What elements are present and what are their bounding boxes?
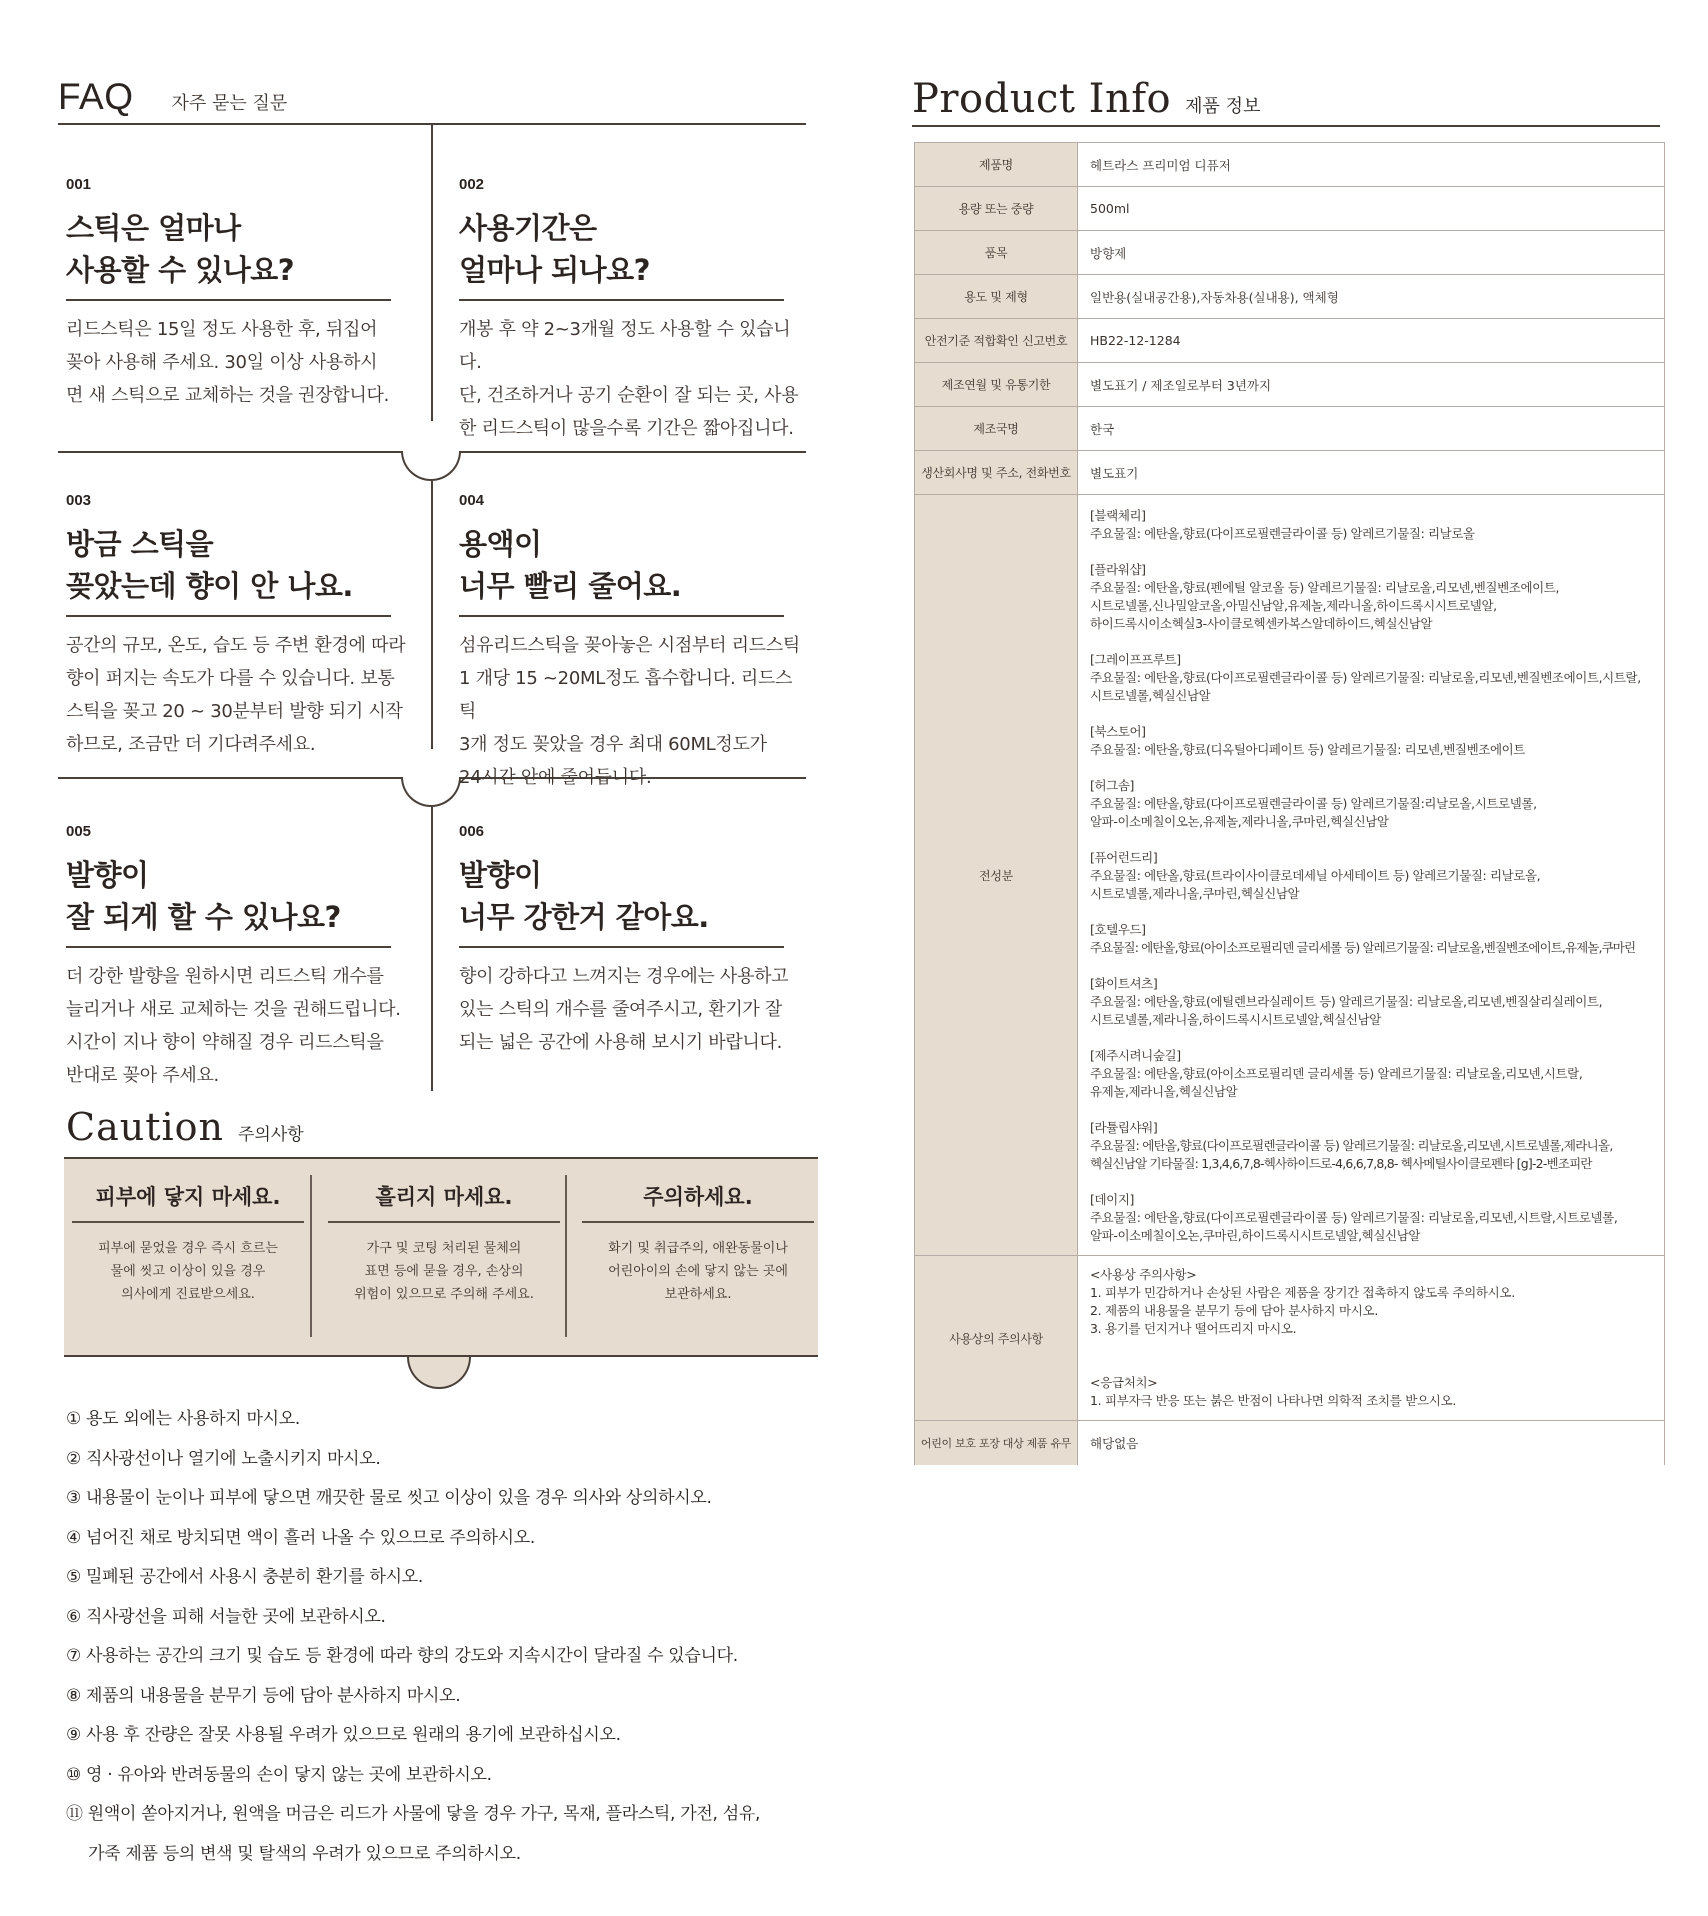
caution-column-line: 위험이 있으므로 주의해 주세요. [354,1287,534,1302]
faq-answer-line: 1 개당 15 ~20ML정도 흡수합니다. 리드스틱 [459,668,793,722]
faq-question-line: 발향이 [459,858,542,892]
faq-answer-line: 늘리거나 새로 교체하는 것을 권해드립니다. [66,999,401,1020]
faq-item-001 [66,176,416,412]
faq-answer [459,960,809,1059]
faq-item-002 [459,176,809,445]
caution-panel [64,1157,818,1357]
faq-answer-line: 더 강한 발향을 원하시면 리드스틱 개수를 [66,966,384,987]
caution-header [66,1105,304,1149]
faq-answer-line: 면 새 스틱으로 교체하는 것을 권장합니다. [66,385,390,406]
faq-answer-line: 단, 건조하거나 공기 순환이 잘 되는 곳, 사용 [459,385,799,406]
ingredient-line: 시트로넬롤,제라니올,쿠마린,헥실신남알 [1090,886,1300,901]
faq-item-006 [459,823,809,1059]
faq-question-line: 꽂았는데 향이 안 나요. [66,569,353,603]
faq-answer [66,313,416,412]
table-row-usage [915,1256,1665,1421]
ingredient-name: [플라워샵] [1090,562,1146,577]
faq-question-line: 너무 빨리 줄어요. [459,569,682,603]
caution-column-line: 보관하세요. [664,1287,732,1302]
caution-rule: ③ 내용물이 눈이나 피부에 닿으면 깨끗한 물로 씻고 이상이 있을 경우 의사와 상의하시오. [66,1488,712,1508]
ingredient-line: 시트로넬롤,제라니올,하이드록시시트로넬알,헥실신남알 [1090,1012,1381,1027]
faq-answer-line: 스틱을 꽂고 20 ~ 30분부터 발향 되기 시작 [66,701,403,722]
row-value: 일반용(실내공간용),자동차용(실내용), 액체형 [1078,275,1665,319]
caution-column-text [72,1237,304,1306]
faq-number: 006 [459,823,485,840]
faq-divider-notch [401,451,461,481]
spacer [1090,1338,1652,1374]
row-label: 사용상의 주의사항 [915,1256,1078,1421]
faq-answer-line: 한 리드스틱이 많을수록 기간은 짧아집니다. [459,418,794,439]
ingredient-line: 시트로넬롤,신나밀알코올,아밀신남알,유제놀,제라니올,하이드록시시트로넬알, [1090,598,1497,613]
row-value: 500ml [1078,187,1665,231]
faq-answer-line: 섬유리드스틱을 꽂아놓은 시점부터 리드스틱 [459,635,800,656]
ingredient-block [1090,921,1652,957]
ingredient-block [1090,777,1652,831]
faq-divider-notch [401,777,461,807]
faq-answer-line: 3개 정도 꽂았을 경우 최대 60ML정도가 [459,734,767,755]
ingredient-line: 유제놀,제라니올,헥실신남알 [1090,1084,1238,1099]
ingredient-line: 주요물질: 에탄올,향료(다이프로필렌글라이콜 등) 알레르기물질: 리날로올,리모넨,시트로넬롤,제라니올, [1090,1138,1613,1153]
caution-rules-list [66,1400,826,1874]
faq-subtitle: 자주 묻는 질문 [171,93,288,114]
row-label: 전성분 [915,495,1078,1256]
ingredient-line: 주요물질: 에탄올,향료(디옥틸아디페이트 등) 알레르기물질: 리모넨,벤질벤조에이트 [1090,742,1525,757]
ingredient-line: 주요물질: 에탄올,향료(다이프로필렌글라이콜 등) 알레르기물질: 리날로올 [1090,526,1475,541]
faq-item-005 [66,823,416,1092]
product-info-header [912,76,1260,122]
ingredient-line: 주요물질: 에탄올,향료(다이프로필렌글라이콜 등) 알레르기물질:리날로올,시트로넬롤, [1090,796,1537,811]
caution-column-divider [565,1175,567,1337]
ingredient-name: [라튤립샤워] [1090,1120,1158,1135]
faq-answer-line: 있는 스틱의 개수를 줄여주시고, 환기가 잘 [459,999,783,1020]
table-row-ingredients [915,495,1665,1256]
row-label: 어린이 보호 포장 대상 제품 유무 [915,1421,1078,1465]
faq-column-divider [431,807,433,1091]
caution-column-title: 흘리지 마세요. [328,1181,560,1223]
ingredient-block [1090,975,1652,1029]
faq-number: 001 [66,176,92,193]
row-label: 용량 또는 중량 [915,187,1078,231]
faq-answer [459,313,809,445]
table-row [915,407,1665,451]
row-value: 별도표기 / 제조일로부터 3년까지 [1078,363,1665,407]
faq-answer-line: 향이 퍼지는 속도가 다를 수 있습니다. 보통 [66,668,395,689]
ingredient-name: [퓨어런드리] [1090,850,1158,865]
ingredient-block [1090,507,1652,543]
faq-column-divider [431,125,433,421]
faq-number: 005 [66,823,92,840]
faq-number: 004 [459,492,485,509]
faq-title: FAQ [58,76,134,117]
faq-question-line: 용액이 [459,527,542,561]
faq-answer-line: 리드스틱은 15일 정도 사용한 후, 뒤집어 [66,319,378,340]
product-info-title: Product Info [912,76,1172,122]
caution-rule: ④ 넘어진 채로 방치되면 액이 흘러 나올 수 있으므로 주의하시오. [66,1527,536,1548]
caution-column-careful [582,1181,814,1306]
ingredient-line: 주요물질: 에탄올,향료(트라이사이클로데세닐 아세테이트 등) 알레르기물질: 리날로올, [1090,868,1541,883]
row-label: 품목 [915,231,1078,275]
faq-question-line: 발향이 [66,858,149,892]
caution-column-spill [328,1181,560,1306]
caution-rule: ⑤ 밀폐된 공간에서 사용시 충분히 환기를 하시오. [66,1567,423,1587]
ingredient-name: [그레이프프루트] [1090,652,1181,667]
caution-rule-continuation: 가죽 제품 등의 변색 및 탈색의 우려가 있으므로 주의하시오. [88,1843,521,1864]
ingredient-line: 하이드록시이소헥실3-사이클로헥센카복스알데하이드,헥실신남알 [1090,616,1433,631]
row-label: 제조연월 및 유통기한 [915,363,1078,407]
faq-item-003 [66,492,416,761]
faq-question-line: 스틱은 얼마나 [66,211,241,245]
caution-column-line: 의사에게 진료받으세요. [121,1287,255,1302]
caution-rule: ② 직사광선이나 열기에 노출시키지 마시오. [66,1448,381,1469]
usage-line: 2. 제품의 내용물을 분무기 등에 담아 분사하지 마시오. [1090,1303,1378,1318]
table-row [915,231,1665,275]
caution-column-line: 가구 및 코팅 처리된 물체의 [366,1241,522,1256]
ingredient-line: 헥실신남알 기타물질: 1,3,4,6,7,8-헥사하이드로-4,6,6,7,8,8- 헥사메틸사이클로펜타 [g]-2-벤조피란 [1090,1156,1592,1171]
faq-question [66,523,391,617]
row-value: 별도표기 [1078,451,1665,495]
row-value: HB22-12-1284 [1078,319,1665,363]
caution-rule: ⑩ 영 · 유아와 반려동물의 손이 닿지 않는 곳에 보관하시오. [66,1764,492,1785]
table-row [915,187,1665,231]
faq-answer [66,629,416,761]
faq-item-004 [459,492,809,794]
ingredient-block [1090,651,1652,705]
ingredient-line: 알파-이소메칠이오논,유제놀,제라니올,쿠마린,헥실신남알 [1090,814,1389,829]
faq-answer-line: 개봉 후 약 2~3개월 정도 사용할 수 있습니다. [459,319,791,373]
faq-question-line: 사용할 수 있나요? [66,253,295,287]
faq-number: 002 [459,176,485,193]
caution-column-title: 주의하세요. [582,1181,814,1223]
faq-answer-line: 24시간 안에 줄어듭니다. [459,767,652,788]
caution-column-text [328,1237,560,1306]
table-row [915,319,1665,363]
ingredient-block [1090,723,1652,759]
ingredient-block [1090,1047,1652,1101]
faq-question [459,854,784,948]
caution-column-line: 물에 씻고 이상이 있을 경우 [110,1264,266,1279]
ingredient-name: [데이지] [1090,1192,1134,1207]
ingredient-block [1090,561,1652,633]
ingredient-name: [화이트셔츠] [1090,976,1158,991]
caution-column-line: 피부에 묻었을 경우 즉시 흐르는 [98,1241,278,1256]
ingredient-line: 주요물질: 에탄올,향료(다이프로필렌글라이콜 등) 알레르기물질: 리날로올,리모넨,벤질벤조에이트,시트랄, [1090,670,1641,685]
ingredient-line: 주요물질: 에탄올,향료(다이프로필렌글라이콜 등) 알레르기물질: 리날로올,리모넨,시트랄,시트로넬롤, [1090,1210,1618,1225]
ingredient-name: [제주시려니숲길] [1090,1048,1181,1063]
row-label: 제조국명 [915,407,1078,451]
ingredient-name: [블랙체리] [1090,508,1146,523]
faq-answer-line: 되는 넓은 공간에 사용해 보시기 바랍니다. [459,1032,783,1053]
faq-answer-line: 공간의 규모, 온도, 습도 등 주변 환경에 따라 [66,635,406,656]
faq-answer-line: 향이 강하다고 느껴지는 경우에는 사용하고 [459,966,789,987]
faq-column-divider [431,481,433,749]
faq-question [66,207,391,301]
faq-question-line: 잘 되게 할 수 있나요? [66,900,341,934]
caution-column-line: 화기 및 취급주의, 애완동물이나 [608,1241,788,1256]
ingredients-cell [1078,495,1665,1256]
row-value: 헤트라스 프리미엄 디퓨저 [1078,143,1665,187]
faq-answer-line: 시간이 지나 향이 약해질 경우 리드스틱을 [66,1032,384,1053]
faq-question-line: 사용기간은 [459,211,597,245]
ingredient-line: 주요물질: 에탄올,향료(에틸렌브라실레이트 등) 알레르기물질: 리날로올,리모넨,벤질살리실레이트, [1090,994,1603,1009]
row-label: 생산회사명 및 주소, 전화번호 [915,451,1078,495]
caution-rule: ⑪ 원액이 쏟아지거나, 원액을 머금은 리드가 사물에 닿을 경우 가구, 목재, 플라스틱, 가전, 섬유, [66,1804,761,1824]
faq-answer-line: 하므로, 조금만 더 기다려주세요. [66,734,316,755]
faq-question-line: 너무 강한거 같아요. [459,900,709,934]
first-aid-line: <응급처치> [1090,1375,1158,1390]
ingredient-line: 주요물질: 에탄올,향료(아이소프로필리덴 글리세롤 등) 알레르기물질: 리날로올,벤질벤조에이트,유제놀,쿠마린 [1090,940,1636,955]
row-value: 해당없음 [1078,1421,1665,1465]
caution-column-divider [310,1175,312,1337]
table-row [915,363,1665,407]
ingredient-block [1090,849,1652,903]
caution-rule: ① 용도 외에는 사용하지 마시오. [66,1409,300,1429]
caution-column-line: 어린아이의 손에 닿지 않는 곳에 [608,1264,788,1279]
table-row [915,275,1665,319]
caution-rule: ⑧ 제품의 내용물을 분무기 등에 담아 분사하지 마시오. [66,1685,461,1706]
row-value: 한국 [1078,407,1665,451]
faq-number: 003 [66,492,92,509]
faq-answer [459,629,809,794]
ingredient-line: 주요물질: 에탄올,향료(아이소프로필리덴 글리세롤 등) 알레르기물질: 리날로올,리모넨,시트랄, [1090,1066,1583,1081]
usage-line: 1. 피부가 민감하거나 손상된 사람은 제품을 장기간 접촉하지 않도록 주의하시오. [1090,1285,1515,1300]
faq-question [66,854,391,948]
row-value: 방향제 [1078,231,1665,275]
faq-question-line: 방금 스틱을 [66,527,214,561]
row-label: 안전기준 적합확인 신고번호 [915,319,1078,363]
ingredient-name: [호텔우드] [1090,922,1146,937]
ingredient-block [1090,1191,1652,1245]
caution-rule: ⑥ 직사광선을 피해 서늘한 곳에 보관하시오. [66,1606,386,1627]
usage-line: <사용상 주의사항> [1090,1267,1197,1282]
caution-column-title: 피부에 닿지 마세요. [72,1181,304,1223]
product-info-subtitle: 제품 정보 [1185,96,1261,117]
caution-column-skin [72,1181,304,1306]
caution-column-line: 표면 등에 묻을 경우, 손상의 [364,1264,524,1279]
faq-question-line: 얼마나 되나요? [459,253,651,287]
ingredient-block [1090,1119,1652,1173]
ingredient-line: 주요물질: 에탄올,향료(펜에틸 알코올 등) 알레르기물질: 리날로올,리모넨,벤질벤조에이트, [1090,580,1560,595]
table-row [915,451,1665,495]
caution-column-text [582,1237,814,1306]
faq-question [459,523,784,617]
faq-answer-line: 반대로 꽂아 주세요. [66,1065,219,1086]
caution-subtitle: 주의사항 [237,1125,304,1145]
ingredient-name: [북스토어] [1090,724,1146,739]
usage-cell [1078,1256,1665,1421]
ingredient-line: 알파-이소메칠이오논,쿠마린,하이드록시시트로넬알,헥실신남알 [1090,1228,1421,1243]
caution-panel-notch [407,1357,471,1389]
faq-answer-line: 꽂아 사용해 주세요. 30일 이상 사용하시 [66,352,378,373]
usage-line: 3. 용기를 던지거나 떨어뜨리지 마시오. [1090,1321,1297,1336]
table-row [915,1421,1665,1465]
caution-title: Caution [66,1105,224,1149]
row-label: 제품명 [915,143,1078,187]
table-row [915,143,1665,187]
ingredient-name: [허그솜] [1090,778,1134,793]
caution-rule: ⑦ 사용하는 공간의 크기 및 습도 등 환경에 따라 향의 강도와 지속시간이 달라질 수 있습니다. [66,1646,738,1666]
row-label: 용도 및 제형 [915,275,1078,319]
product-info-divider [912,125,1660,127]
faq-answer [66,960,416,1092]
first-aid-line: 1. 피부자극 반응 또는 붉은 반점이 나타나면 의학적 조치를 받으시오. [1090,1393,1456,1408]
faq-question [459,207,784,301]
caution-rule: ⑨ 사용 후 잔량은 잘못 사용될 우려가 있으므로 원래의 용기에 보관하십시오. [66,1725,621,1745]
ingredient-line: 시트로넬롤,헥실신남알 [1090,688,1211,703]
product-info-table [914,142,1665,1465]
faq-header [58,76,287,118]
